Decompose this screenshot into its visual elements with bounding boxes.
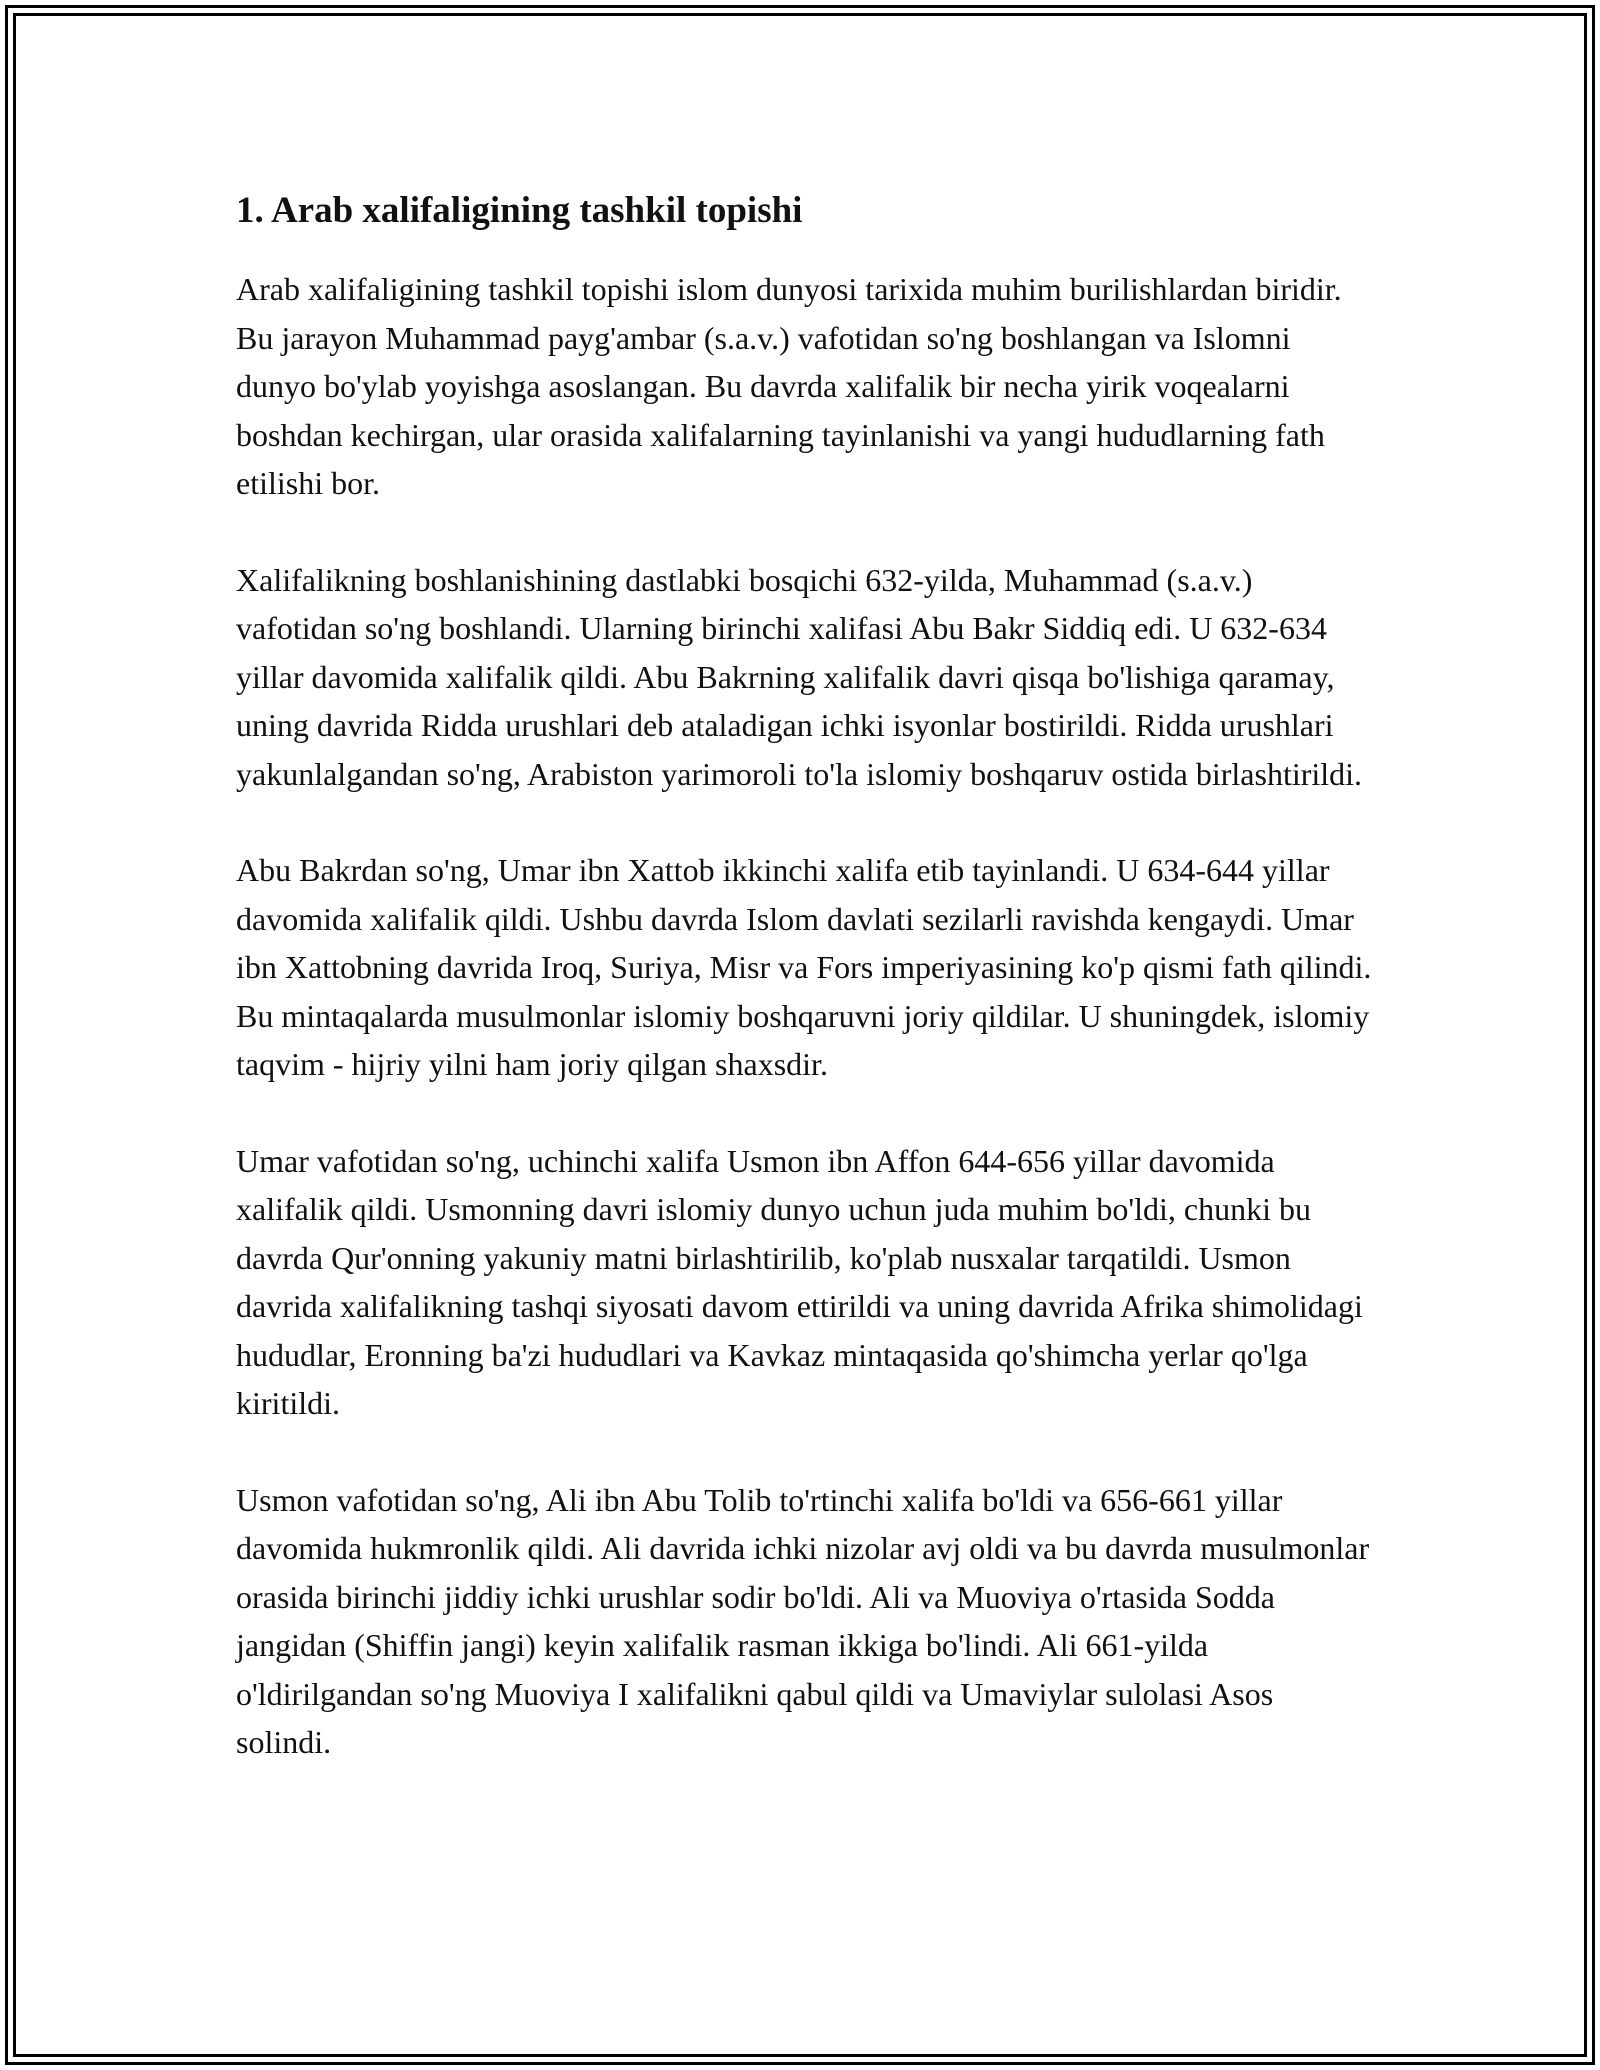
paragraph-umar: Abu Bakrdan so'ng, Umar ibn Xattob ikkinchi xalifa etib tayinlandi. U 634-644 yillar davomida xalifalik qildi. Ushbu davrda Islom davlati sezilarli ravishda kengaydi. Umar ibn Xattobning davrida Iroq, Suriya, Misr va Fors imperiyasining ko'p qismi fath qilindi. Bu mintaqalarda musulmonlar islomiy boshqaruvni joriy qildilar. U shuningdek, islomiy taqvim - hijriy yilni ham joriy qilgan shaxsdir.	[236, 852, 1372, 1082]
paragraph-abu-bakr: Xalifalikning boshlanishining dastlabki bosqichi 632-yilda, Muhammad (s.a.v.) vafotidan so'ng boshlandi. Ularning birinchi xalifasi Abu Bakr Siddiq edi. U 632-634 yillar davomida xalifalik qildi. Abu Bakrning xalifalik davri qisqa bo'lishiga qaramay, uning davrida Ridda urushlari deb ataladigan ichki isyonlar bostirildi. Ridda urushlari yakunlalgandan so'ng, Arabiston yarimoroli to'la islomiy boshqaruv ostida birlashtirildi.	[236, 561, 1363, 792]
paragraph-ali: Usmon vafotidan so'ng, Ali ibn Abu Tolib to'rtinchi xalifa bo'ldi va 656-661 yillar davomida hukmronlik qildi. Ali davrida ichki nizolar avj oldi va bu davrda musulmonlar orasida birinchi jiddiy ichki urushlar sodir bo'ldi. Ali va Muoviya o'rtasida Sodda jangidan (Shiffin jangi) keyin xalifalik rasman ikkiga bo'lindi. Ali 661-yilda o'ldirilgandan so'ng Muoviya I xalifalikni qabul qildi va Umaviylar sulolasi Asos solindi.	[236, 1481, 1370, 1760]
paragraph-usmon: Umar vafotidan so'ng, uchinchi xalifa Usmon ibn Affon 644-656 yillar davomida xalifalik qildi. Usmonning davri islomiy dunyo uchun juda muhim bo'ldi, chunki bu davrda Qur'onning yakuniy matni birlashtirilib, ko'plab nusxalar tarqatildi. Usmon davrida xalifalikning tashqi siyosati davom ettirildi va uning davrida Afrika shimolidagi hududlar, Eronning ba'zi hududlari va Kavkaz mintaqasida qo'shimcha yerlar qo'lga kiritildi.	[236, 1142, 1363, 1421]
document-body	[236, 185, 1376, 1815]
paragraph-intro: Arab xalifaligining tashkil topishi islom dunyosi tarixida muhim burilishlardan biridir. Bu jarayon Muhammad payg'ambar (s.a.v.) vafotidan so'ng boshlangan va Islomni dunyo bo'ylab yoyishga asoslangan. Bu davrda xalifalik bir necha yirik voqealarni boshdan kechirgan, ular orasida xalifalarning tayinlanishi va yangi hududlarning fath etilishi bor.	[236, 271, 1342, 501]
section-heading: 1. Arab xalifaligining tashkil topishi	[236, 190, 803, 231]
